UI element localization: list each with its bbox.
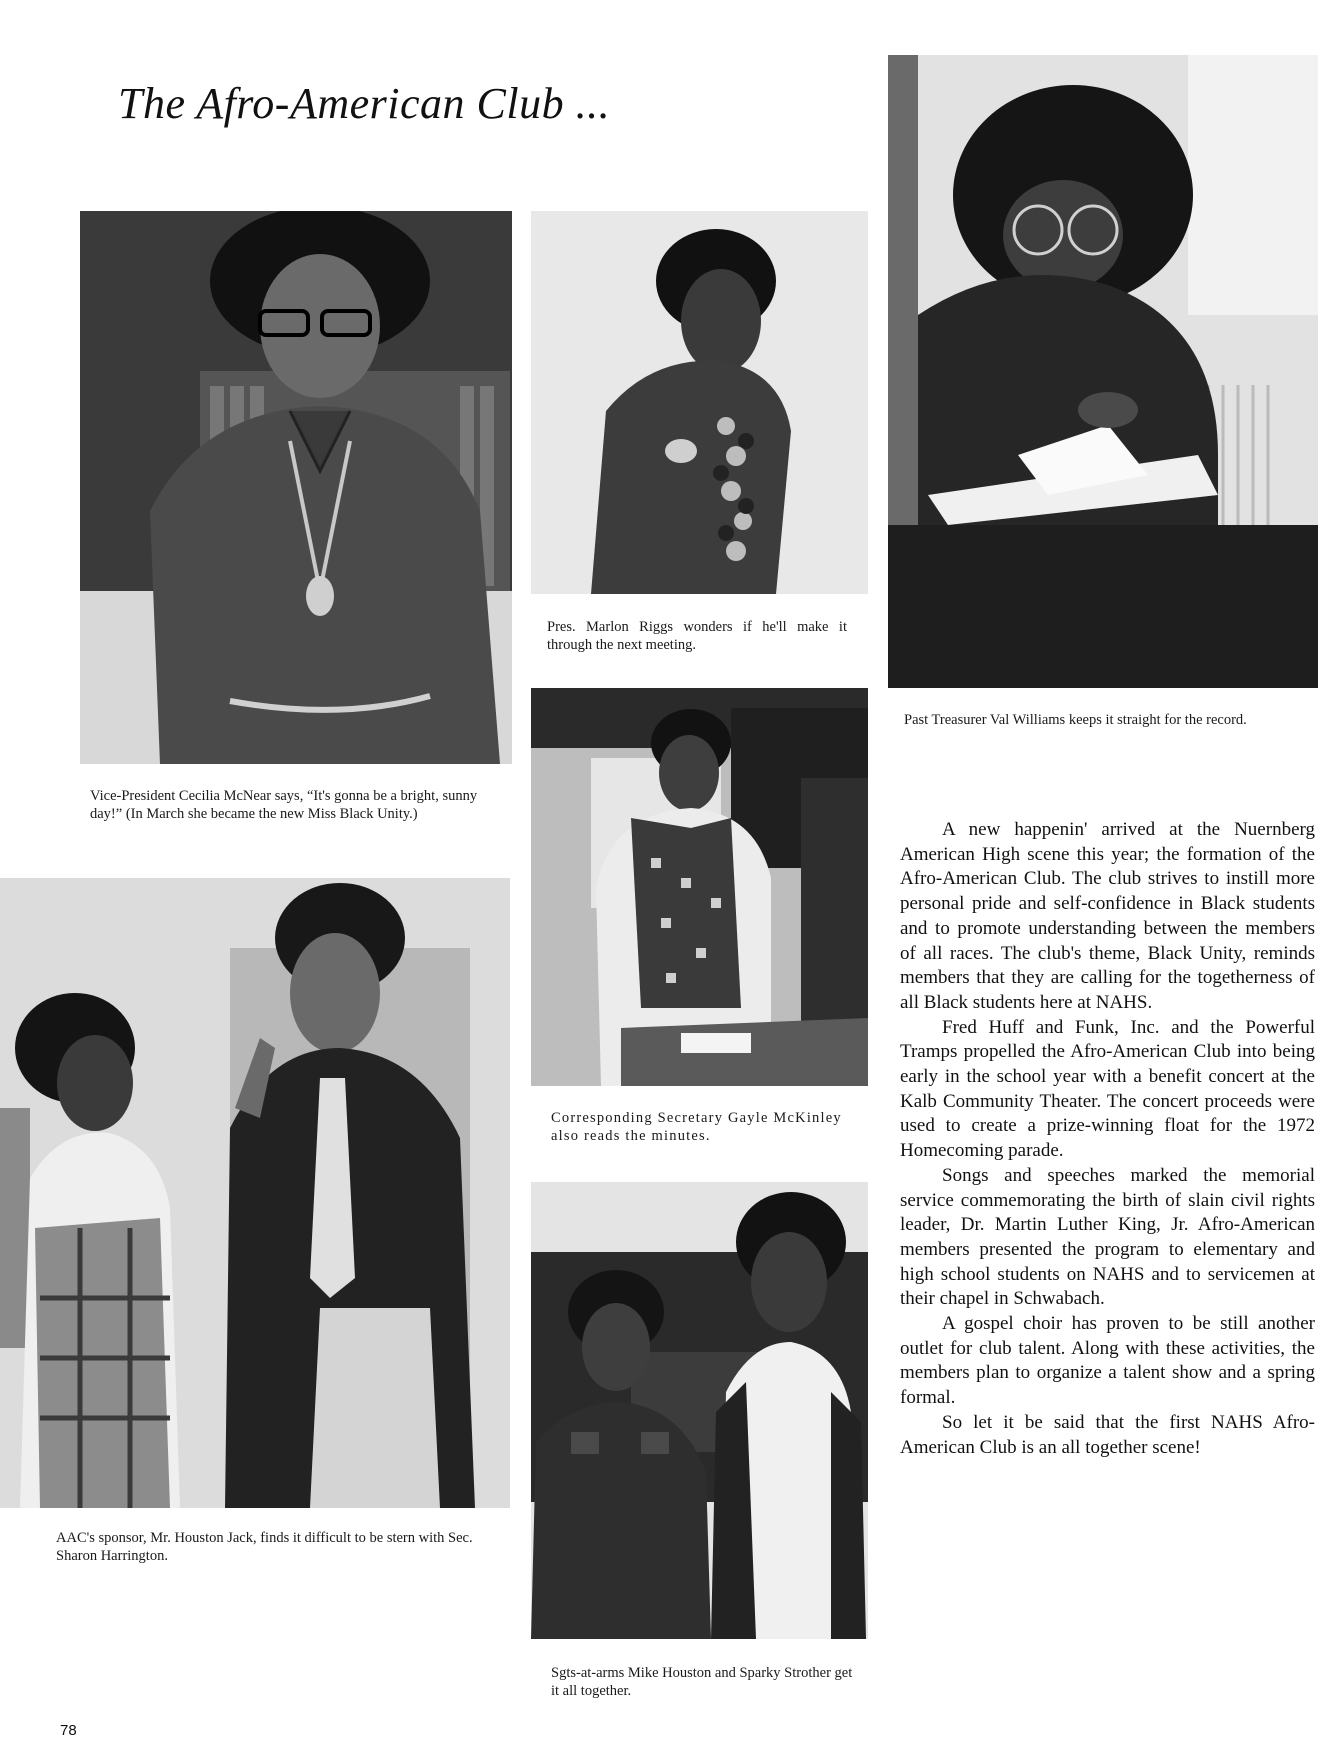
page-title: The Afro-American Club ... — [118, 79, 611, 128]
sergeants-caption: Sgts-at-arms Mike Houston and Sparky Strother get it all together. — [551, 1665, 853, 1699]
article-paragraph: A gospel choir has proven to be still another outlet for club talent. Along with these activities, the members plan to organize a talent show and a spring formal. — [900, 1313, 1315, 1409]
secretary-photo — [531, 688, 868, 1086]
page-number: 78 — [60, 1722, 77, 1739]
vice-president-photo — [80, 211, 512, 764]
sponsor-photo — [0, 878, 510, 1508]
president-photo — [531, 211, 868, 594]
article-paragraph: A new happenin' arrived at the Nuernberg American High scene this year; the formation of the Afro-American Club. The club strives to instill more personal pride and self-confidence in Black students and to promote understanding between the members of all races. The club's theme, Black Unity, reminds members that they are calling for the togetherness of all Black students here at NAHS. — [900, 819, 1315, 1013]
article-body — [900, 818, 1315, 1460]
vice-president-caption: Vice-President Cecilia McNear says, “It's gonna be a bright, sunny day!” (In March she became the new Miss Black Unity.) — [90, 788, 478, 822]
article-paragraph: Songs and speeches marked the memorial service commemorating the birth of slain civil rights leader, Dr. Martin Luther King, Jr. Afro-American members presented the program to elementary and high school students on NAHS and to servicemen at their chapel in Schwabach. — [900, 1164, 1315, 1310]
treasurer-photo — [888, 55, 1318, 688]
article-paragraph: So let it be said that the first NAHS Afro-American Club is an all together scene! — [900, 1411, 1315, 1458]
sergeants-photo — [531, 1182, 868, 1639]
president-caption: Pres. Marlon Riggs wonders if he'll make it through the next meeting. — [547, 619, 847, 653]
secretary-caption: Corresponding Secretary Gayle McKinley also reads the minutes. — [551, 1110, 842, 1144]
treasurer-caption: Past Treasurer Val Williams keeps it straight for the record. — [904, 712, 1247, 728]
article-paragraph: Fred Huff and Funk, Inc. and the Powerful Tramps propelled the Afro-American Club into being early in the school year with a benefit concert at the Kalb Community Theater. The concert proceeds were used to create a prize-winning float for the 1972 Homecoming parade. — [900, 1016, 1315, 1162]
sponsor-caption: AAC's sponsor, Mr. Houston Jack, finds it difficult to be stern with Sec. Sharon Harrington. — [56, 1530, 473, 1564]
